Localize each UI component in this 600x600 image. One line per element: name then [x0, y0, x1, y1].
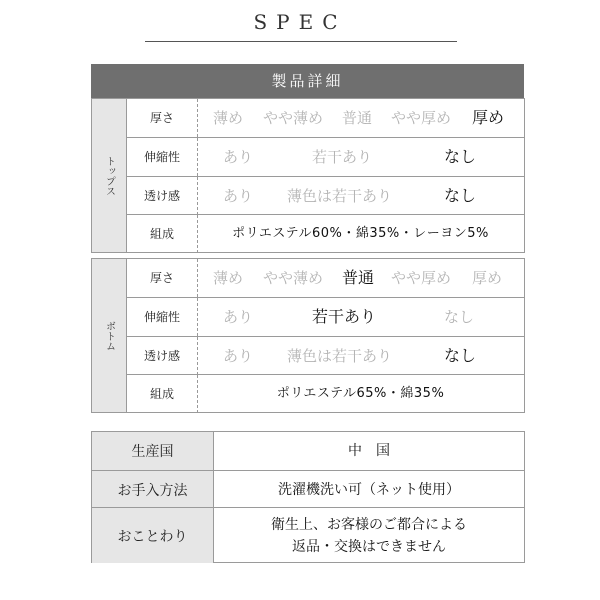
option-yes: あり — [223, 148, 254, 166]
option-yes: あり — [223, 308, 254, 326]
tops-thickness-row — [127, 99, 524, 137]
dashed-divider — [197, 177, 198, 215]
notice-line-2: 返品・交換はできません — [292, 538, 446, 555]
notice-value — [214, 508, 524, 563]
option-none-selected: なし — [444, 147, 477, 166]
option-slightly-thin: やや薄め — [263, 109, 324, 127]
spec-title: SPEC — [253, 10, 347, 34]
row-label-stretch: 伸縮性 — [143, 310, 180, 324]
option-thick-selected: 厚め — [472, 108, 505, 127]
composition-value: ポリエステル65%・綿35% — [276, 386, 445, 401]
dashed-divider — [197, 298, 198, 336]
row-label-thickness: 厚さ — [149, 271, 174, 285]
bottoms-side-label: ボトム — [103, 320, 115, 351]
option-slightly-thin: やや薄め — [263, 269, 324, 287]
country-value-text: 中 国 — [348, 443, 390, 459]
option-none-selected: なし — [444, 346, 477, 365]
title-underline — [145, 41, 457, 42]
row-label-composition: 組成 — [149, 227, 174, 241]
option-none-selected: なし — [444, 186, 477, 205]
option-slightly-selected: 若干あり — [312, 307, 377, 326]
row-label-thickness: 厚さ — [149, 111, 174, 125]
option-none: なし — [444, 308, 475, 326]
product-info-table — [91, 431, 525, 563]
option-normal-selected: 普通 — [342, 268, 375, 287]
bottoms-sheerness-row — [127, 336, 524, 375]
country-row — [92, 432, 524, 470]
row-label-sheerness: 透け感 — [143, 349, 180, 363]
care-value — [214, 471, 524, 508]
dashed-divider — [197, 99, 198, 137]
bottoms-side-cell — [92, 259, 127, 412]
notice-row — [92, 507, 524, 563]
bottoms-thickness-row — [127, 259, 524, 297]
notice-line-1: 衛生上、お客様のご都合による — [271, 516, 467, 533]
tops-side-cell — [92, 99, 127, 252]
row-label-sheerness: 透け感 — [143, 189, 180, 203]
dashed-divider — [197, 138, 198, 176]
tops-composition-row — [127, 214, 524, 253]
tops-side-label: トップス — [103, 155, 115, 196]
row-label-composition: 組成 — [149, 387, 174, 401]
option-slightly-thick: やや厚め — [391, 109, 452, 127]
option-slightly: 若干あり — [312, 148, 373, 166]
bottoms-spec-table — [91, 258, 525, 413]
option-normal: 普通 — [342, 109, 373, 127]
country-label: 生産国 — [92, 432, 214, 470]
bottoms-composition-row — [127, 374, 524, 413]
notice-label: おことわり — [92, 508, 214, 563]
dashed-divider — [197, 259, 198, 297]
option-thick: 厚め — [472, 269, 503, 287]
option-light-colors-slightly: 薄色は若干あり — [287, 347, 393, 365]
country-value — [214, 432, 524, 470]
care-row — [92, 470, 524, 508]
composition-value: ポリエステル60%・綿35%・レーヨン5% — [232, 226, 489, 241]
tops-stretch-row — [127, 137, 524, 176]
option-thin: 薄め — [213, 269, 244, 287]
tops-sheerness-row — [127, 176, 524, 215]
row-label-stretch: 伸縮性 — [143, 150, 180, 164]
option-yes: あり — [223, 347, 254, 365]
option-thin: 薄め — [213, 109, 244, 127]
dashed-divider — [197, 337, 198, 375]
option-slightly-thick: やや厚め — [391, 269, 452, 287]
product-details-header: 製品詳細 — [91, 64, 524, 98]
tops-spec-table — [91, 98, 525, 253]
care-label: お手入方法 — [92, 471, 214, 508]
care-value-text: 洗濯機洗い可（ネット使用） — [278, 481, 460, 498]
option-light-colors-slightly: 薄色は若干あり — [287, 187, 393, 205]
option-yes: あり — [223, 187, 254, 205]
bottoms-stretch-row — [127, 297, 524, 336]
